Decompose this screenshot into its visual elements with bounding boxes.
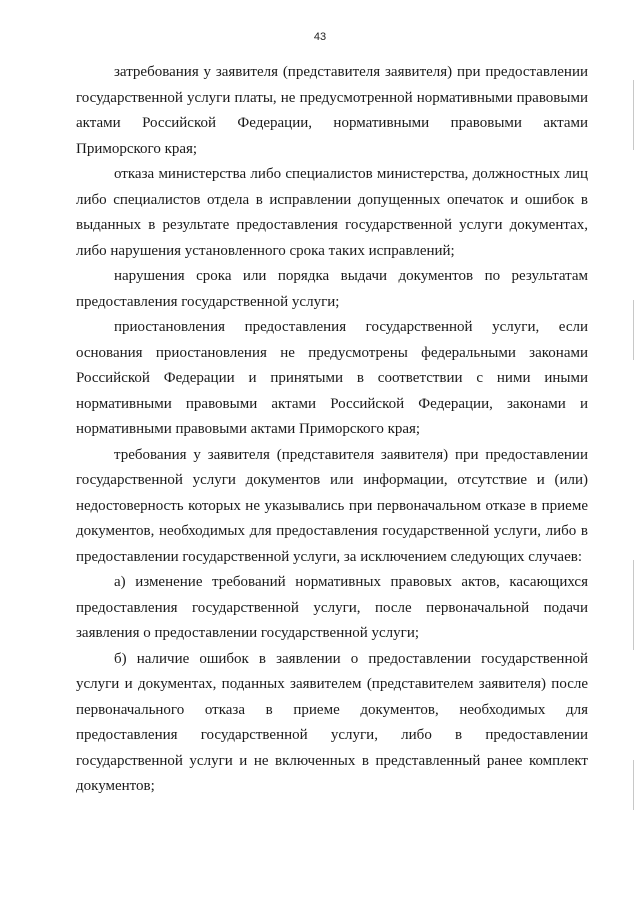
paragraph-demand-payment: затребования у заявителя (представителя заявителя) при предоставлении государственной услуги платы, не предусмотренной нормативными правовыми актами Российской Федерации, нормативными правовыми актами Приморского края;: [76, 64, 588, 157]
paragraph-suspension: приостановления предоставления государственной услуги, если основания приостановления не предусмотрены федеральными законами Российской Федерации и принятыми в соответствии с ними иными нормативными правовыми актами Российской Федерации, законами и нормативными правовыми актами Приморского края;: [76, 319, 588, 437]
scan-edge-mark: [633, 760, 634, 810]
paragraph-refusal-corrections: отказа министерства либо специалистов министерства, должностных лиц либо специалистов отдела в исправлении допущенных опечаток и ошибок в выданных в результате предоставления государственной услуги документах, либо нарушения установленного срока таких исправлений;: [76, 166, 588, 259]
scan-edge-mark: [633, 80, 634, 150]
page-number: 43: [313, 31, 327, 43]
scan-edge-mark: [633, 300, 634, 360]
document-body: [76, 60, 588, 800]
scan-edge-mark: [633, 560, 634, 650]
paragraph-case-b: б) наличие ошибок в заявлении о предоставлении государственной услуги и документах, поданных заявителем (представителем заявителя) после первоначального отказа в приеме документов, необходимых для предоставления государственной услуги, либо в предоставлении государственной услуги и не включенных в представленный ранее комплект документов;: [76, 650, 588, 794]
paragraph-issuance-violation: нарушения срока или порядка выдачи документов по результатам предоставления государственной услуги;: [76, 268, 588, 310]
paragraph-document-demand: требования у заявителя (представителя заявителя) при предоставлении государственной услуги документов или информации, отсутствие и (или) недостоверность которых не указывались при первоначальном отказе в приеме документов, необходимых для предоставления государственной услуги, либо в предоставлении государственной услуги, за исключением следующих случаев:: [76, 446, 588, 565]
paragraph-case-a: а) изменение требований нормативных правовых актов, касающихся предоставления государственной услуги, после первоначальной подачи заявления о предоставлении государственной услуги;: [76, 574, 588, 641]
